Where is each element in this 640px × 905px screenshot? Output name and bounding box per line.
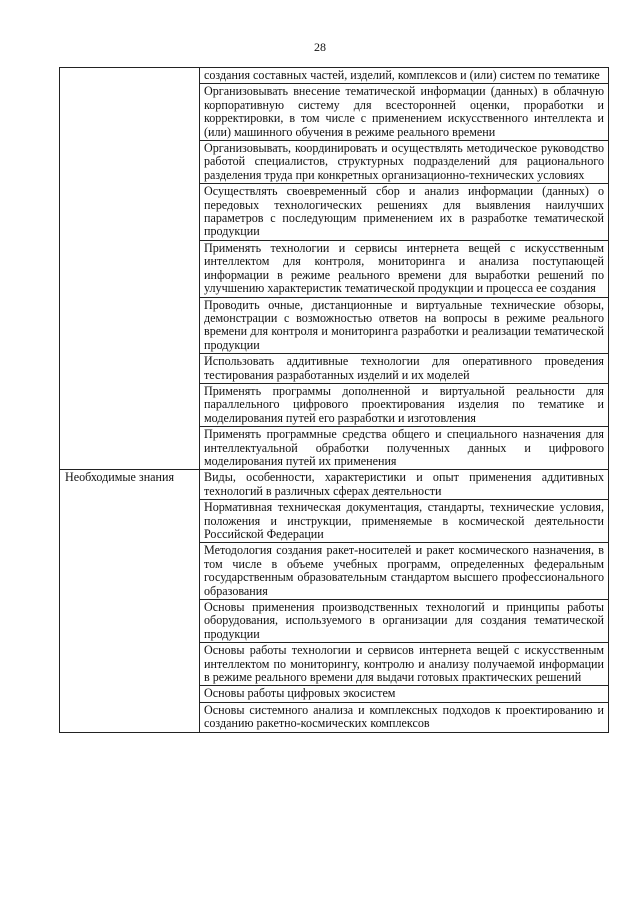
requirements-table [59, 67, 609, 733]
knowledge-cell: Нормативная техническая документация, стандарты, технические условия, положения и инструкции, применяемые в космической деятельности Российской Федерации [200, 500, 609, 543]
knowledge-cell: Основы применения производственных технологий и принципы работы оборудования, используемого в организации для создания тематической продукции [200, 600, 609, 643]
skill-cell: Применять программные средства общего и специального назначения для интеллектуальной обработки полученных данных и цифрового моделирования путей их применения [200, 427, 609, 470]
skill-cell: Применять технологии и сервисы интернета вещей с искусственным интеллектом для контроля, мониторинга и анализа поступающей информации в режиме реального времени для выработки решений по улучшению характеристик тематической продукции и процесса ее создания [200, 240, 609, 297]
skill-cell: создания составных частей, изделий, комплексов и (или) систем по тематике [200, 68, 609, 84]
knowledge-cell: Основы системного анализа и комплексных подходов к проектированию и созданию ракетно-космических комплексов [200, 702, 609, 732]
knowledge-cell: Виды, особенности, характеристики и опыт применения аддитивных технологий в различных сферах деятельности [200, 470, 609, 500]
knowledge-cell: Методология создания ракет-носителей и ракет космического назначения, в том числе в объеме учебных программ, определенных федеральным государственным образовательным стандартом высшего профессионального образования [200, 543, 609, 600]
skill-cell: Использовать аддитивные технологии для оперативного проведения тестирования разработанных изделий и их моделей [200, 354, 609, 384]
page-number: 28 [314, 40, 326, 54]
skill-cell: Осуществлять своевременный сбор и анализ информации (данных) о передовых технологических решениях для выявления наилучших параметров с последующим применением их в разработке тематической продукции [200, 184, 609, 241]
skills-label-cell [60, 68, 200, 470]
skill-cell: Организовывать внесение тематической информации (данных) в облачную корпоративную систему для всесторонней оценки, проработки и корректировки, в том числе с применением искусственного интеллекта и (или) машинного обучения в режиме реального времени [200, 84, 609, 141]
knowledge-cell: Основы работы технологии и сервисов интернета вещей с искусственным интеллектом по мониторингу, контролю и анализу получаемой информации в режиме реального времени для выдачи готовых практических решений [200, 643, 609, 686]
skill-cell: Организовывать, координировать и осуществлять методическое руководство работой специалистов, структурных подразделений для рационального разделения труда при конкретных организационно-технических условиях [200, 141, 609, 184]
knowledge-cell: Основы работы цифровых экосистем [200, 686, 609, 702]
table-row [60, 68, 609, 84]
skill-cell: Применять программы дополненной и виртуальной реальности для параллельного цифрового проектирования изделия по тематике и моделирования путей его разработки и изготовления [200, 383, 609, 426]
table-row [60, 470, 609, 500]
skill-cell: Проводить очные, дистанционные и виртуальные технические обзоры, демонстрации с возможностью ответов на вопросы в режиме реального времени для контроля и мониторинга разработки и реализации тематической продукции [200, 297, 609, 354]
knowledge-label-cell: Необходимые знания [60, 470, 200, 732]
